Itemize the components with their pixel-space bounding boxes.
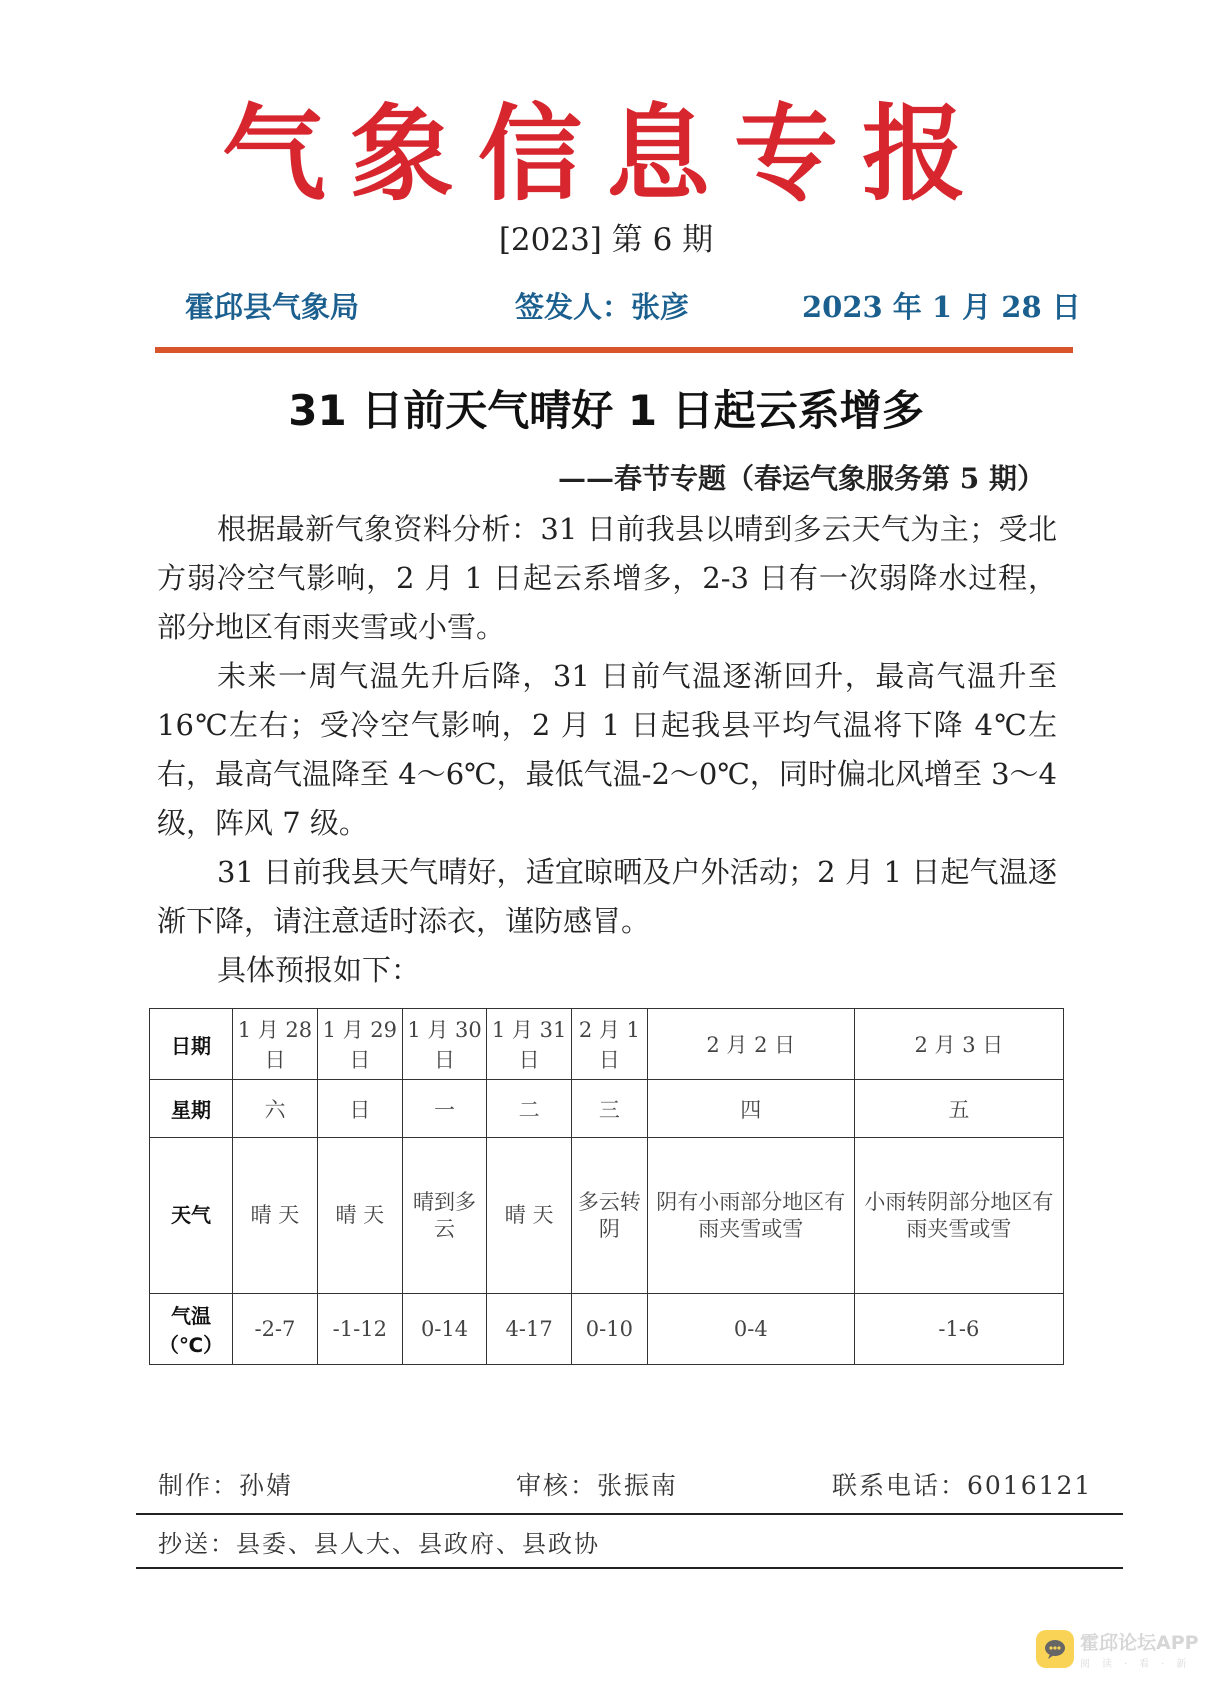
footer-divider-bottom (136, 1567, 1123, 1569)
watermark-title: 霍邱论坛APP (1080, 1632, 1199, 1654)
weather-cell: 多云转阴 (571, 1138, 647, 1294)
weather-cell: 晴 天 (317, 1138, 402, 1294)
headline: 31 日前天气晴好 1 日起云系增多 (288, 386, 924, 435)
forecast-table (149, 1008, 1064, 1365)
temp-cell: 4-17 (487, 1294, 572, 1365)
paragraph: 未来一周气温先升后降，31 日前气温逐渐回升，最高气温升至 16℃左右；受冷空气影响，2 月 1 日起我县平均气温将下降 4℃左右，最高气温降至 4～6℃，最低气温-2～0℃，同时偏北风增至 3～4 级，阵风 7 级。 (157, 659, 1057, 840)
temp-cell: 0-10 (571, 1294, 647, 1365)
date-cell: 2 月 1 日 (571, 1009, 647, 1080)
table-row-date (150, 1009, 1064, 1080)
footer-phone: 联系电话：6016121 (832, 1471, 1093, 1500)
date-cell: 1 月 31 日 (487, 1009, 572, 1080)
agency-name: 霍邱县气象局 (185, 290, 360, 324)
weekday-cell: 日 (317, 1080, 402, 1138)
weekday-cell: 一 (402, 1080, 487, 1138)
date-cell: 1 月 29 日 (317, 1009, 402, 1080)
table-row-temperature (150, 1294, 1064, 1365)
issue-date: 2023 年 1 月 28 日 (802, 290, 1081, 324)
weather-cell: 阴有小雨部分地区有雨夹雪或雪 (647, 1138, 854, 1294)
footer-reviewer: 审核：张振南 (516, 1471, 679, 1500)
weekday-cell: 六 (233, 1080, 318, 1138)
table-row-weekday (150, 1080, 1064, 1138)
body-text (157, 505, 1057, 995)
footer-cc: 抄送：县委、县人大、县政府、县政协 (158, 1530, 600, 1558)
temp-cell: 0-4 (647, 1294, 854, 1365)
temp-cell: -1-6 (854, 1294, 1063, 1365)
paragraph: 根据最新气象资料分析：31 日前我县以晴到多云天气为主；受北方弱冷空气影响，2 月 1 日起云系增多，2-3 日有一次弱降水过程，部分地区有雨夹雪或小雪。 (157, 512, 1057, 644)
temp-cell: 0-14 (402, 1294, 487, 1365)
row-header-weekday: 星期 (150, 1080, 233, 1138)
date-cell: 2 月 3 日 (854, 1009, 1063, 1080)
temp-cell: -2-7 (233, 1294, 318, 1365)
signer: 签发人：张彦 (515, 290, 690, 324)
watermark-subtitle: 阅读·看·新 (1080, 1659, 1199, 1670)
row-header-date: 日期 (150, 1009, 233, 1080)
row-header-weather: 天气 (150, 1138, 233, 1294)
date-cell: 1 月 28 日 (233, 1009, 318, 1080)
date-cell: 2 月 2 日 (647, 1009, 854, 1080)
weekday-cell: 五 (854, 1080, 1063, 1138)
paragraph: 具体预报如下： (217, 953, 421, 987)
watermark-text (1080, 1628, 1199, 1670)
date-cell: 1 月 30 日 (402, 1009, 487, 1080)
weekday-cell: 三 (571, 1080, 647, 1138)
paragraph: 31 日前我县天气晴好，适宜晾晒及户外活动；2 月 1 日起气温逐渐下降，请注意适时添衣，谨防感冒。 (157, 855, 1057, 938)
red-divider (155, 347, 1073, 353)
table-row-weather (150, 1138, 1064, 1294)
subtitle: ——春节专题（春运气象服务第 5 期） (558, 462, 1045, 495)
chat-bubble-icon (1036, 1630, 1074, 1668)
weather-cell: 晴 天 (233, 1138, 318, 1294)
temp-cell: -1-12 (317, 1294, 402, 1365)
weather-cell: 小雨转阴部分地区有雨夹雪或雪 (854, 1138, 1063, 1294)
masthead-title: 气象信息专报 (221, 92, 990, 215)
weather-cell: 晴到多云 (402, 1138, 487, 1294)
weekday-cell: 四 (647, 1080, 854, 1138)
app-watermark (1036, 1628, 1199, 1670)
footer-divider-top (136, 1513, 1123, 1515)
weather-cell: 晴 天 (487, 1138, 572, 1294)
weekday-cell: 二 (487, 1080, 572, 1138)
row-header-temperature: 气温（℃） (150, 1294, 233, 1365)
footer-maker: 制作：孙婧 (158, 1471, 294, 1500)
issue-number: [2023] 第 6 期 (498, 222, 714, 258)
